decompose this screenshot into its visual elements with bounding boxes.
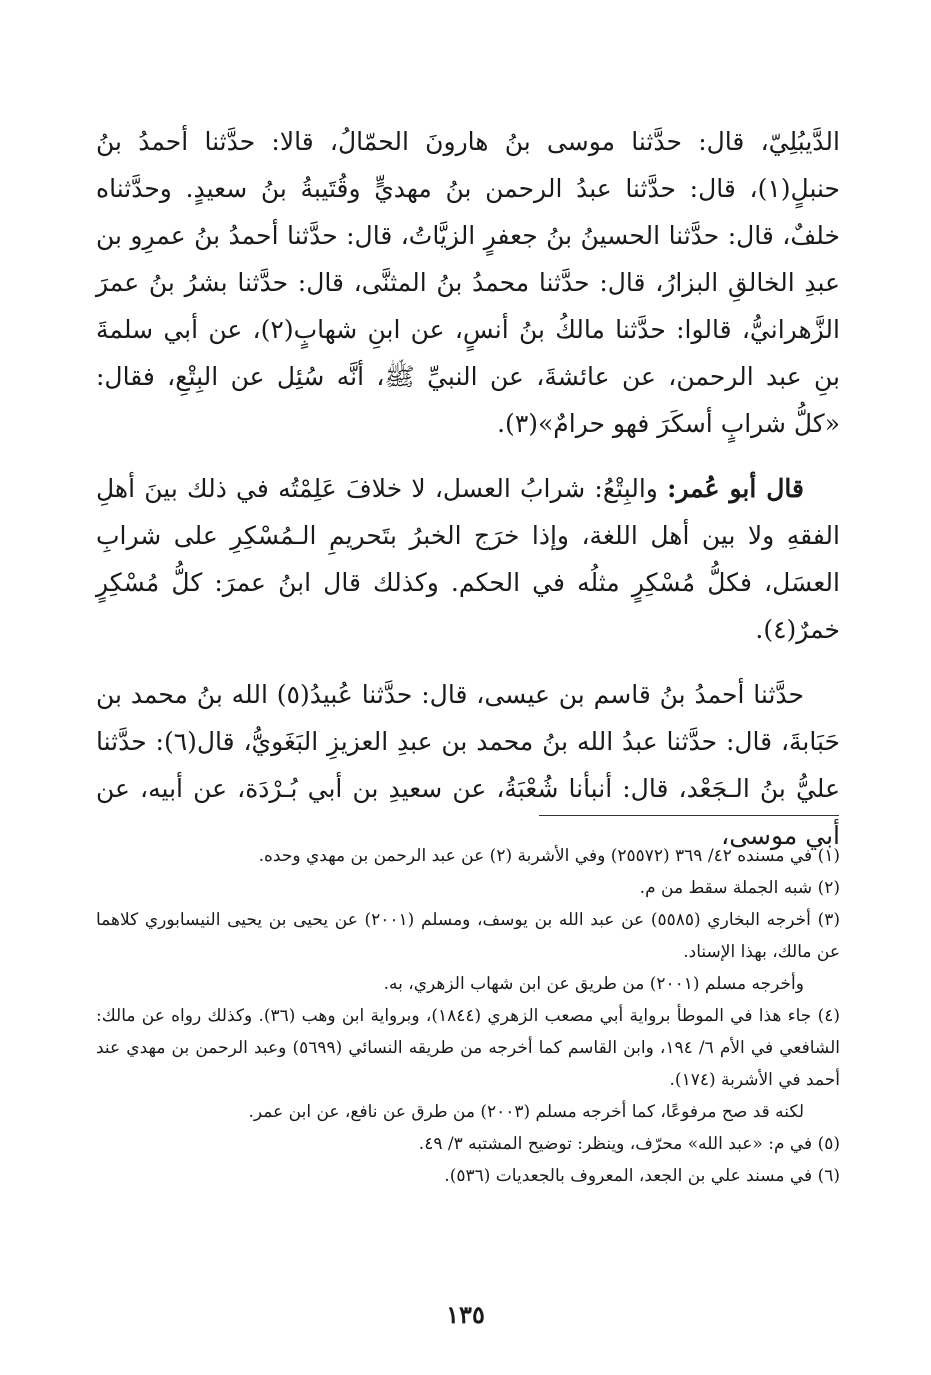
paragraph-2 xyxy=(96,465,840,653)
page-number: ١٣٥ xyxy=(446,1300,485,1329)
footnote: (٥) في م: «عبد الله» محرّف، وينظر: توضيح المشتبه ٣/ ٤٩. xyxy=(418,1134,840,1154)
footnote: (٢) شبه الجملة سقط من م. xyxy=(639,878,840,898)
footnote: (٣) أخرجه البخاري (٥٥٨٥) عن عبد الله بن يوسف، ومسلم (٢٠٠١) عن يحيى بن يحيى النيسابوري كلاهما عن مالك، بهذا الإسناد. xyxy=(96,910,840,962)
paragraph-2-text: والبِتْعُ: شرابُ العسل، لا خلافَ عَلِمْتُه في ذلك بينَ أهلِ الفقهِ ولا بين أهل اللغة، وإذا خرَج الخبرُ بتَحريمِ الـمُسْكِرِ على شرابِ العسَل، فكلُّ مُسْكِرٍ مثلُه في الحكم. وكذلك قال ابنُ عمرَ: كلُّ مُسْكِرٍ خمرٌ(٤). xyxy=(96,474,840,644)
footnote-continuation: وأخرجه مسلم (٢٠٠١) من طريق عن ابن شهاب الزهري، به. xyxy=(383,974,804,994)
footnote: (١) في مسنده ٤٢/ ٣٦٩ (٢٥٥٧٢) وفي الأشربة (٢) عن عبد الرحمن بن مهدي وحده. xyxy=(258,846,840,866)
footnote-continuation: لكنه قد صح مرفوعًا، كما أخرجه مسلم (٢٠٠٣) من طرق عن نافع، عن ابن عمر. xyxy=(248,1102,804,1122)
paragraph-2-lead: قال أبو عُمر: xyxy=(667,474,804,503)
paragraph-1: الدَّيبُلِيّ، قال: حدَّثنا موسى بنُ هارونَ الحمّالُ، قالا: حدَّثنا أحمدُ بنُ حنبلٍ(١)، قال: حدَّثنا عبدُ الرحمن بنُ مهديٍّ وقُتَيبةُ بنُ سعيدٍ. وحدَّثناه خلفٌ، قال: حدَّثنا الحسينُ بنُ جعفرٍ الزيَّاتُ، قال: حدَّثنا أحمدُ بنُ عمرِو بن عبدِ الخالقِ البزارُ، قال: حدَّثنا محمدُ بنُ المثنَّى، قال: حدَّثنا بشرُ بنُ عمرَ الزَّهرانيُّ، قالوا: حدَّثنا مالكُ بنُ أنسٍ، عن ابنِ شهابٍ(٢)، عن أبي سلمةَ بنِ عبد الرحمن، عن عائشةَ، عن النبيِّ ﷺ، أنَّه سُئِل عن البِتْعِ، فقال: «كلُّ شرابٍ أسكَرَ فهو حرامٌ»(٣). xyxy=(96,127,840,438)
main-text xyxy=(96,118,840,877)
footnote-separator xyxy=(539,815,839,816)
footnote: (٤) جاء هذا في الموطأ برواية أبي مصعب الزهري (١٨٤٤)، وبرواية ابن وهب (٣٦). وكذلك رواه عن مالك: الشافعي في الأم ٦/ ١٩٤، وابن القاسم كما أخرجه من طريقه النسائي (٥٦٩٩) وعبد الرحمن بن مهدي عند أحمد في الأشربة (١٧٤). xyxy=(96,1006,840,1090)
footnotes xyxy=(96,840,840,1192)
paragraph-3: حدَّثنا أحمدُ بنُ قاسم بن عيسى، قال: حدَّثنا عُبيدُ(٥) الله بنُ محمد بن حَبَابةَ، قال: حدَّثنا عبدُ الله بنُ محمد بن عبدِ العزيزِ البَغَويُّ، قال(٦): حدَّثنا عليُّ بنُ الـجَعْد، قال: أنبأنا شُعْبَةُ، عن سعيدِ بن أبي بُـرْدَة، عن أبيه، عن أبي موسى، xyxy=(96,680,840,850)
footnote: (٦) في مسند علي بن الجعد، المعروف بالجعديات (٥٣٦). xyxy=(444,1166,840,1186)
